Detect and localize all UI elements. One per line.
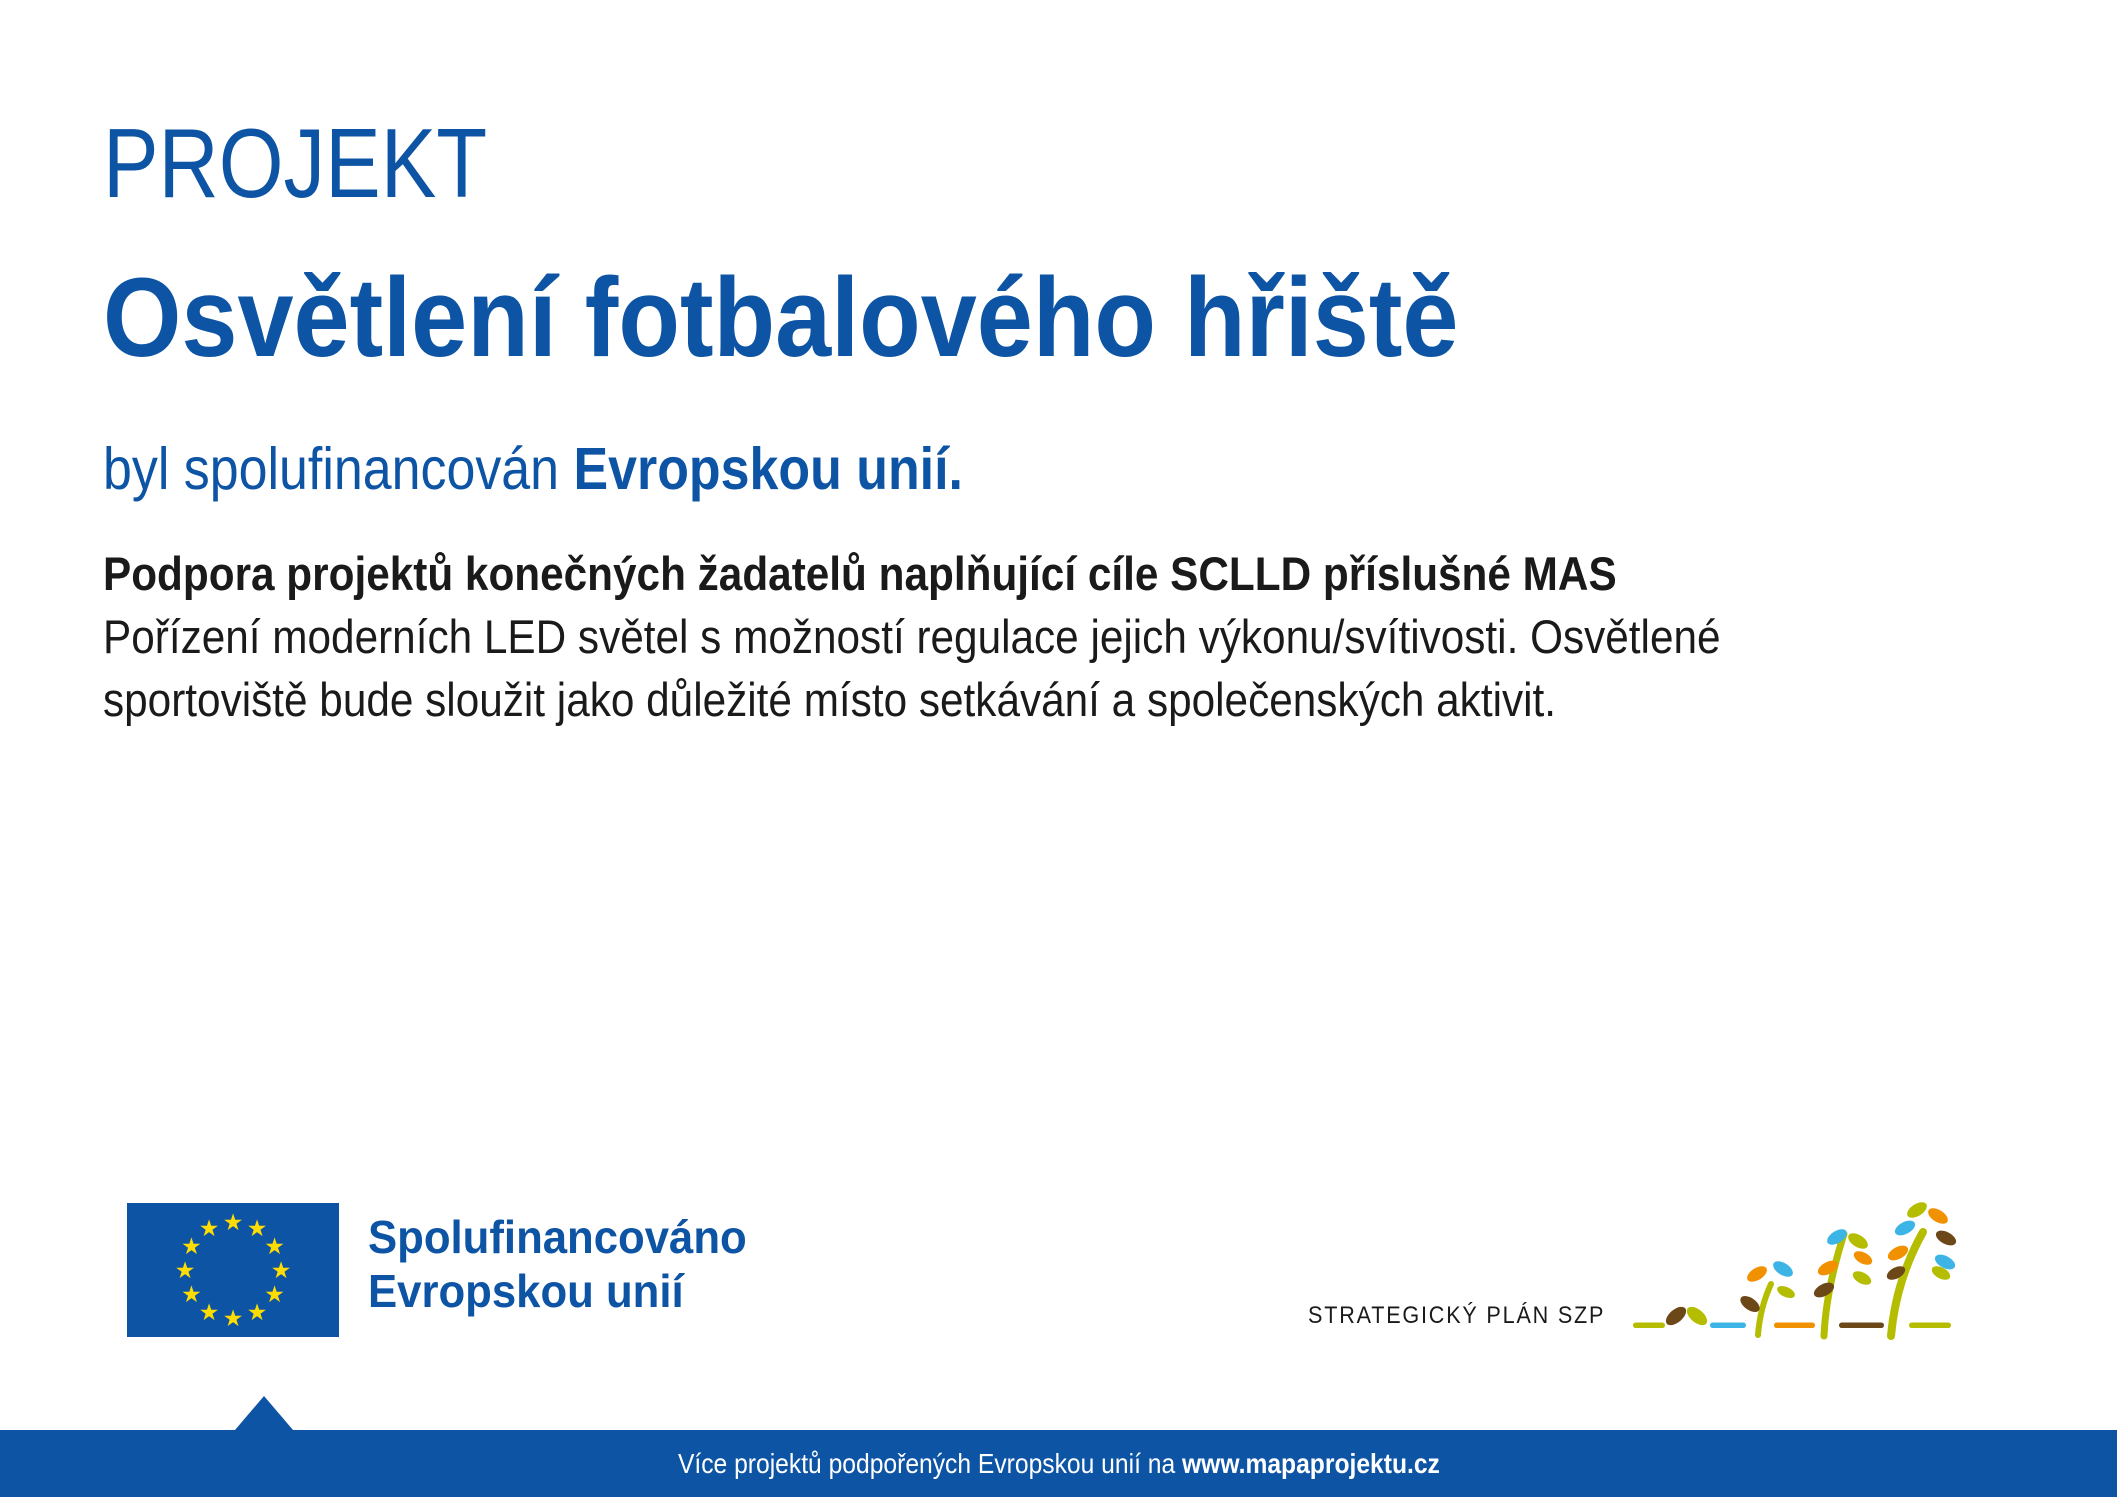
footer-url: www.mapaprojektu.cz (1181, 1448, 1440, 1479)
eu-star-icon: ★ (246, 1215, 268, 1242)
footer-pointer-triangle (235, 1396, 293, 1430)
szp-leaf (1663, 1303, 1690, 1328)
szp-plants-graphic (1620, 1180, 2020, 1350)
szp-stem (1758, 1284, 1771, 1335)
eu-caption-line1: Spolufinancováno (368, 1211, 747, 1263)
description-line: sportoviště bude sloužit jako důležité místo setkávání a společenských aktivit. (103, 673, 1557, 726)
szp-dash (1633, 1323, 1665, 1329)
szp-leaf (1852, 1248, 1875, 1267)
subtitle-bold-text: Evropskou unií. (573, 436, 963, 502)
szp-leaf (1933, 1228, 1958, 1249)
szp-leaf (1851, 1268, 1874, 1287)
szp-dash (1774, 1323, 1815, 1329)
project-title: Osvětlení fotbalového hřiště (103, 255, 1459, 380)
project-eyebrow: PROJEKT (103, 108, 488, 218)
szp-leaf (1684, 1303, 1711, 1328)
description-line: Pořízení moderních LED světel s možností regulace jejich výkonu/svítivosti. Osvětlené (103, 610, 1721, 663)
szp-leaf (1775, 1283, 1796, 1300)
eu-flag-logo (127, 1203, 339, 1337)
szp-dash (1710, 1323, 1746, 1329)
footer-text-regular: Více projektů podpořených Evropskou unií na (677, 1448, 1182, 1479)
szp-leaf (1845, 1230, 1870, 1252)
szp-leaf (1904, 1199, 1929, 1221)
eu-caption-line2: Evropskou unií (368, 1265, 684, 1317)
description-heading: Podpora projektů konečných žadatelů naplňující cíle SCLLD příslušné MAS (103, 547, 1617, 600)
eu-star-icon: ★ (264, 1233, 285, 1259)
project-subtitle (103, 436, 963, 502)
eu-star-icon: ★ (198, 1215, 220, 1242)
eu-star-icon: ★ (174, 1257, 196, 1283)
footer-text (678, 1430, 1440, 1497)
footer-bar (0, 1430, 2117, 1497)
eu-star-icon: ★ (181, 1233, 202, 1259)
szp-leaf (1892, 1218, 1917, 1239)
eu-star-icon: ★ (198, 1298, 220, 1325)
project-description (103, 542, 1721, 731)
eu-star-icon: ★ (246, 1298, 268, 1325)
szp-leaf (1744, 1263, 1769, 1285)
eu-star-icon: ★ (222, 1305, 244, 1331)
szp-dash (1839, 1323, 1884, 1329)
eu-star-icon: ★ (181, 1281, 202, 1307)
szp-leaf (1770, 1258, 1795, 1280)
szp-leaf (1925, 1205, 1950, 1227)
eu-star-icon: ★ (264, 1281, 285, 1307)
eu-cofunded-caption (368, 1210, 747, 1318)
eu-star-icon: ★ (222, 1209, 244, 1235)
subtitle-regular-text: byl spolufinancován (103, 436, 574, 502)
eu-star-icon: ★ (270, 1257, 292, 1283)
szp-dash (1909, 1323, 1951, 1329)
szp-plan-label: STRATEGICKÝ PLÁN SZP (1308, 1302, 1606, 1329)
